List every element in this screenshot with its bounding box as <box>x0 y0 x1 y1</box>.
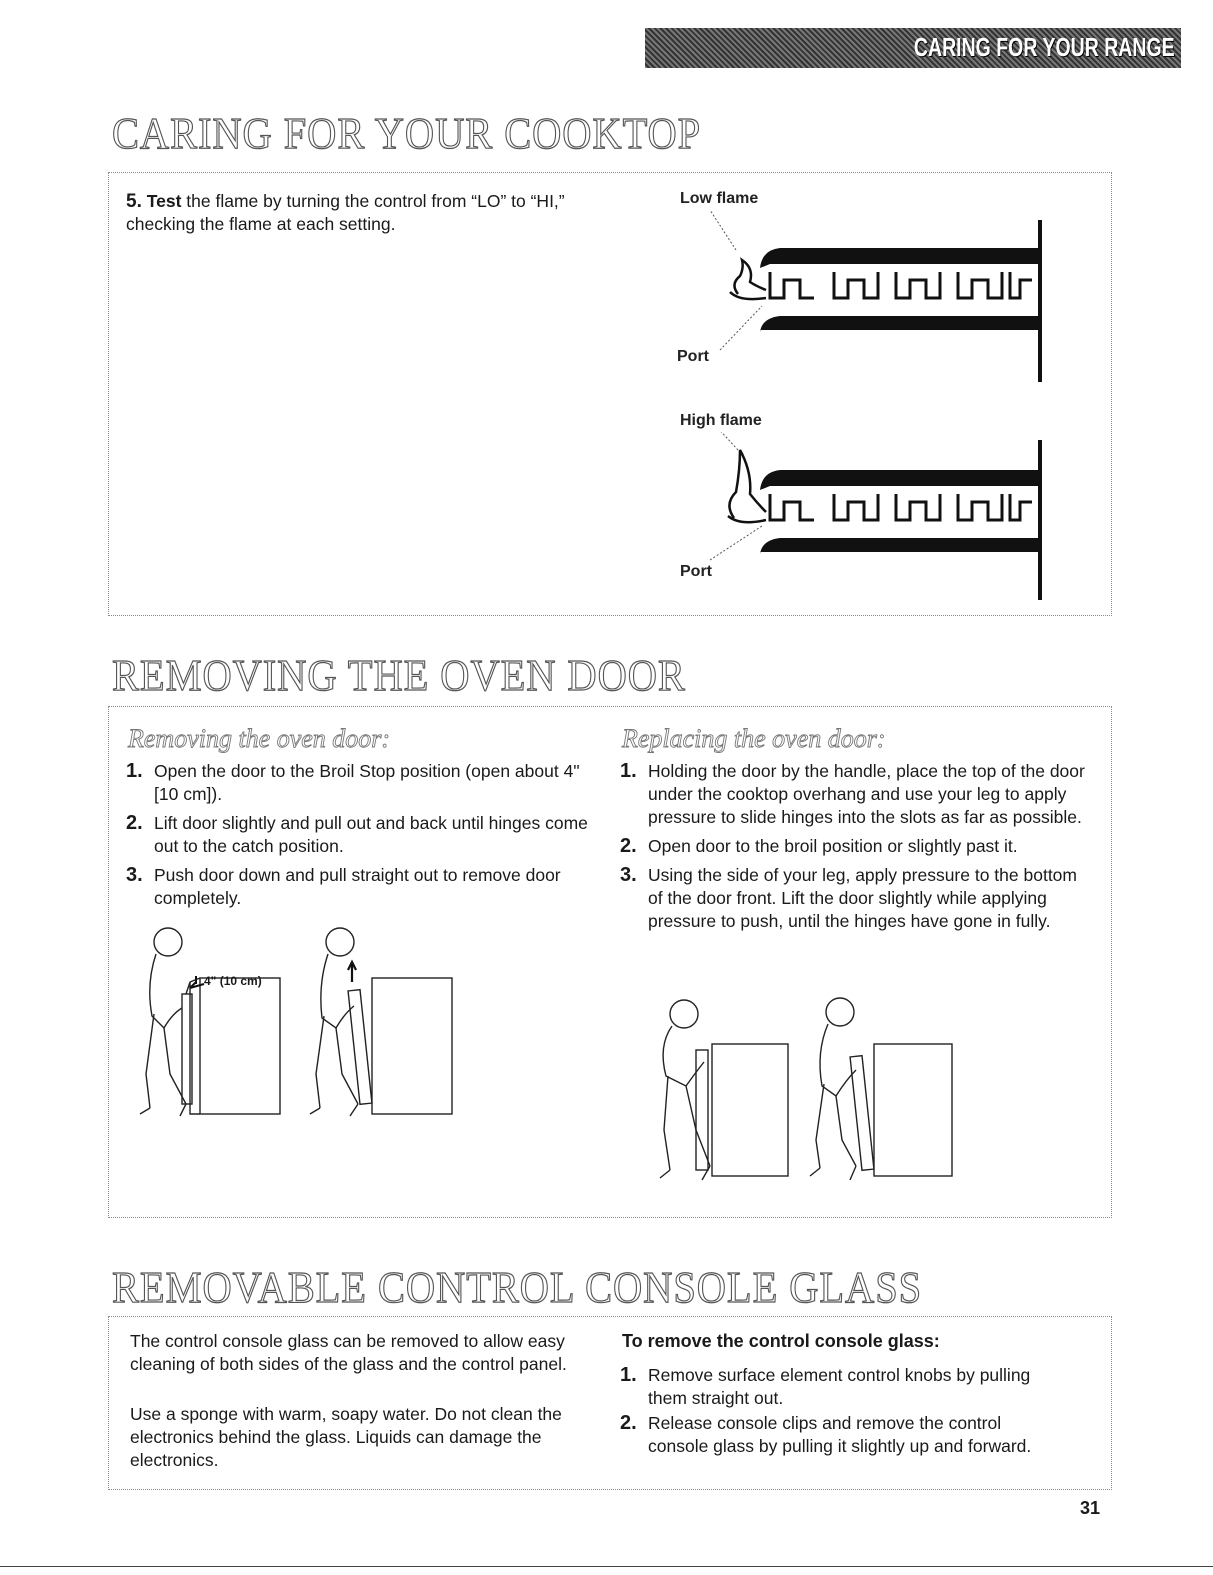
replacing-door-subtitle: Replacing the oven door: <box>622 724 886 753</box>
replacing-door-illustration <box>656 990 996 1186</box>
banner-label: CARING FOR YOUR RANGE <box>914 32 1175 62</box>
high-flame-label: High flame <box>680 412 762 429</box>
page-number: 31 <box>1080 1498 1101 1518</box>
step-number: 5. <box>126 191 142 212</box>
cooktop-step-5 <box>126 190 606 236</box>
high-flame-burner-diagram <box>700 432 1060 604</box>
console-glass-care: Use a sponge with warm, soapy water. Do not clean the electronics behind the glass. Liquids can damage the electronics. <box>130 1404 562 1470</box>
remove-glass-steps <box>620 1364 1060 1464</box>
low-flame-burner-diagram <box>700 210 1060 390</box>
list-item: 3. Using the side of your leg, apply pressure to the bottom of the door front. Lift the door slightly while applying pressure to push, until the hinges have gone in fully. <box>620 864 1077 931</box>
list-item: 1. Remove surface element control knobs by pulling them straight out. <box>620 1364 1031 1408</box>
remove-glass-heading: To remove the control console glass: <box>622 1331 940 1351</box>
removing-door-steps <box>126 760 588 916</box>
step-keyword: Test <box>146 191 182 211</box>
door-gap-label: 4" (10 cm) <box>204 974 262 988</box>
removing-door-illustration <box>136 924 466 1130</box>
high-flame-port-label: Port <box>680 563 712 580</box>
low-flame-label: Low flame <box>680 190 759 207</box>
console-glass-intro: The control console glass can be removed to allow easy cleaning of both sides of the glass and the control panel. <box>130 1331 567 1374</box>
cooktop-section-title: CARING FOR YOUR COOKTOP <box>112 109 702 158</box>
step-text: the flame by turning the control from “LO” to “HI,” checking the flame at each setting. <box>126 191 565 234</box>
list-item: 1. Open the door to the Broil Stop position (open about 4" [10 cm]). <box>126 760 580 804</box>
list-item: 2. Lift door slightly and pull out and back until hinges come out to the catch position. <box>126 812 588 856</box>
oven-door-section-title: REMOVING THE OVEN DOOR <box>112 651 686 700</box>
low-flame-port-label: Port <box>677 348 709 365</box>
section-banner <box>645 28 1181 68</box>
list-item: 2. Open door to the broil position or slightly past it. <box>620 835 1018 857</box>
removing-door-subtitle: Removing the oven door: <box>128 724 391 753</box>
replacing-door-steps <box>620 760 1090 939</box>
console-glass-section-title: REMOVABLE CONTROL CONSOLE GLASS <box>112 1263 923 1312</box>
list-item: 2. Release console clips and remove the control console glass by pulling it slightly up and forward. <box>620 1412 1032 1456</box>
bottom-rule <box>0 1566 1213 1567</box>
list-item: 3. Push door down and pull straight out to remove door completely. <box>126 864 561 908</box>
list-item: 1. Holding the door by the handle, place the top of the door under the cooktop overhang and use your leg to apply pressure to slide hinges into the slots as far as possible. <box>620 760 1085 827</box>
